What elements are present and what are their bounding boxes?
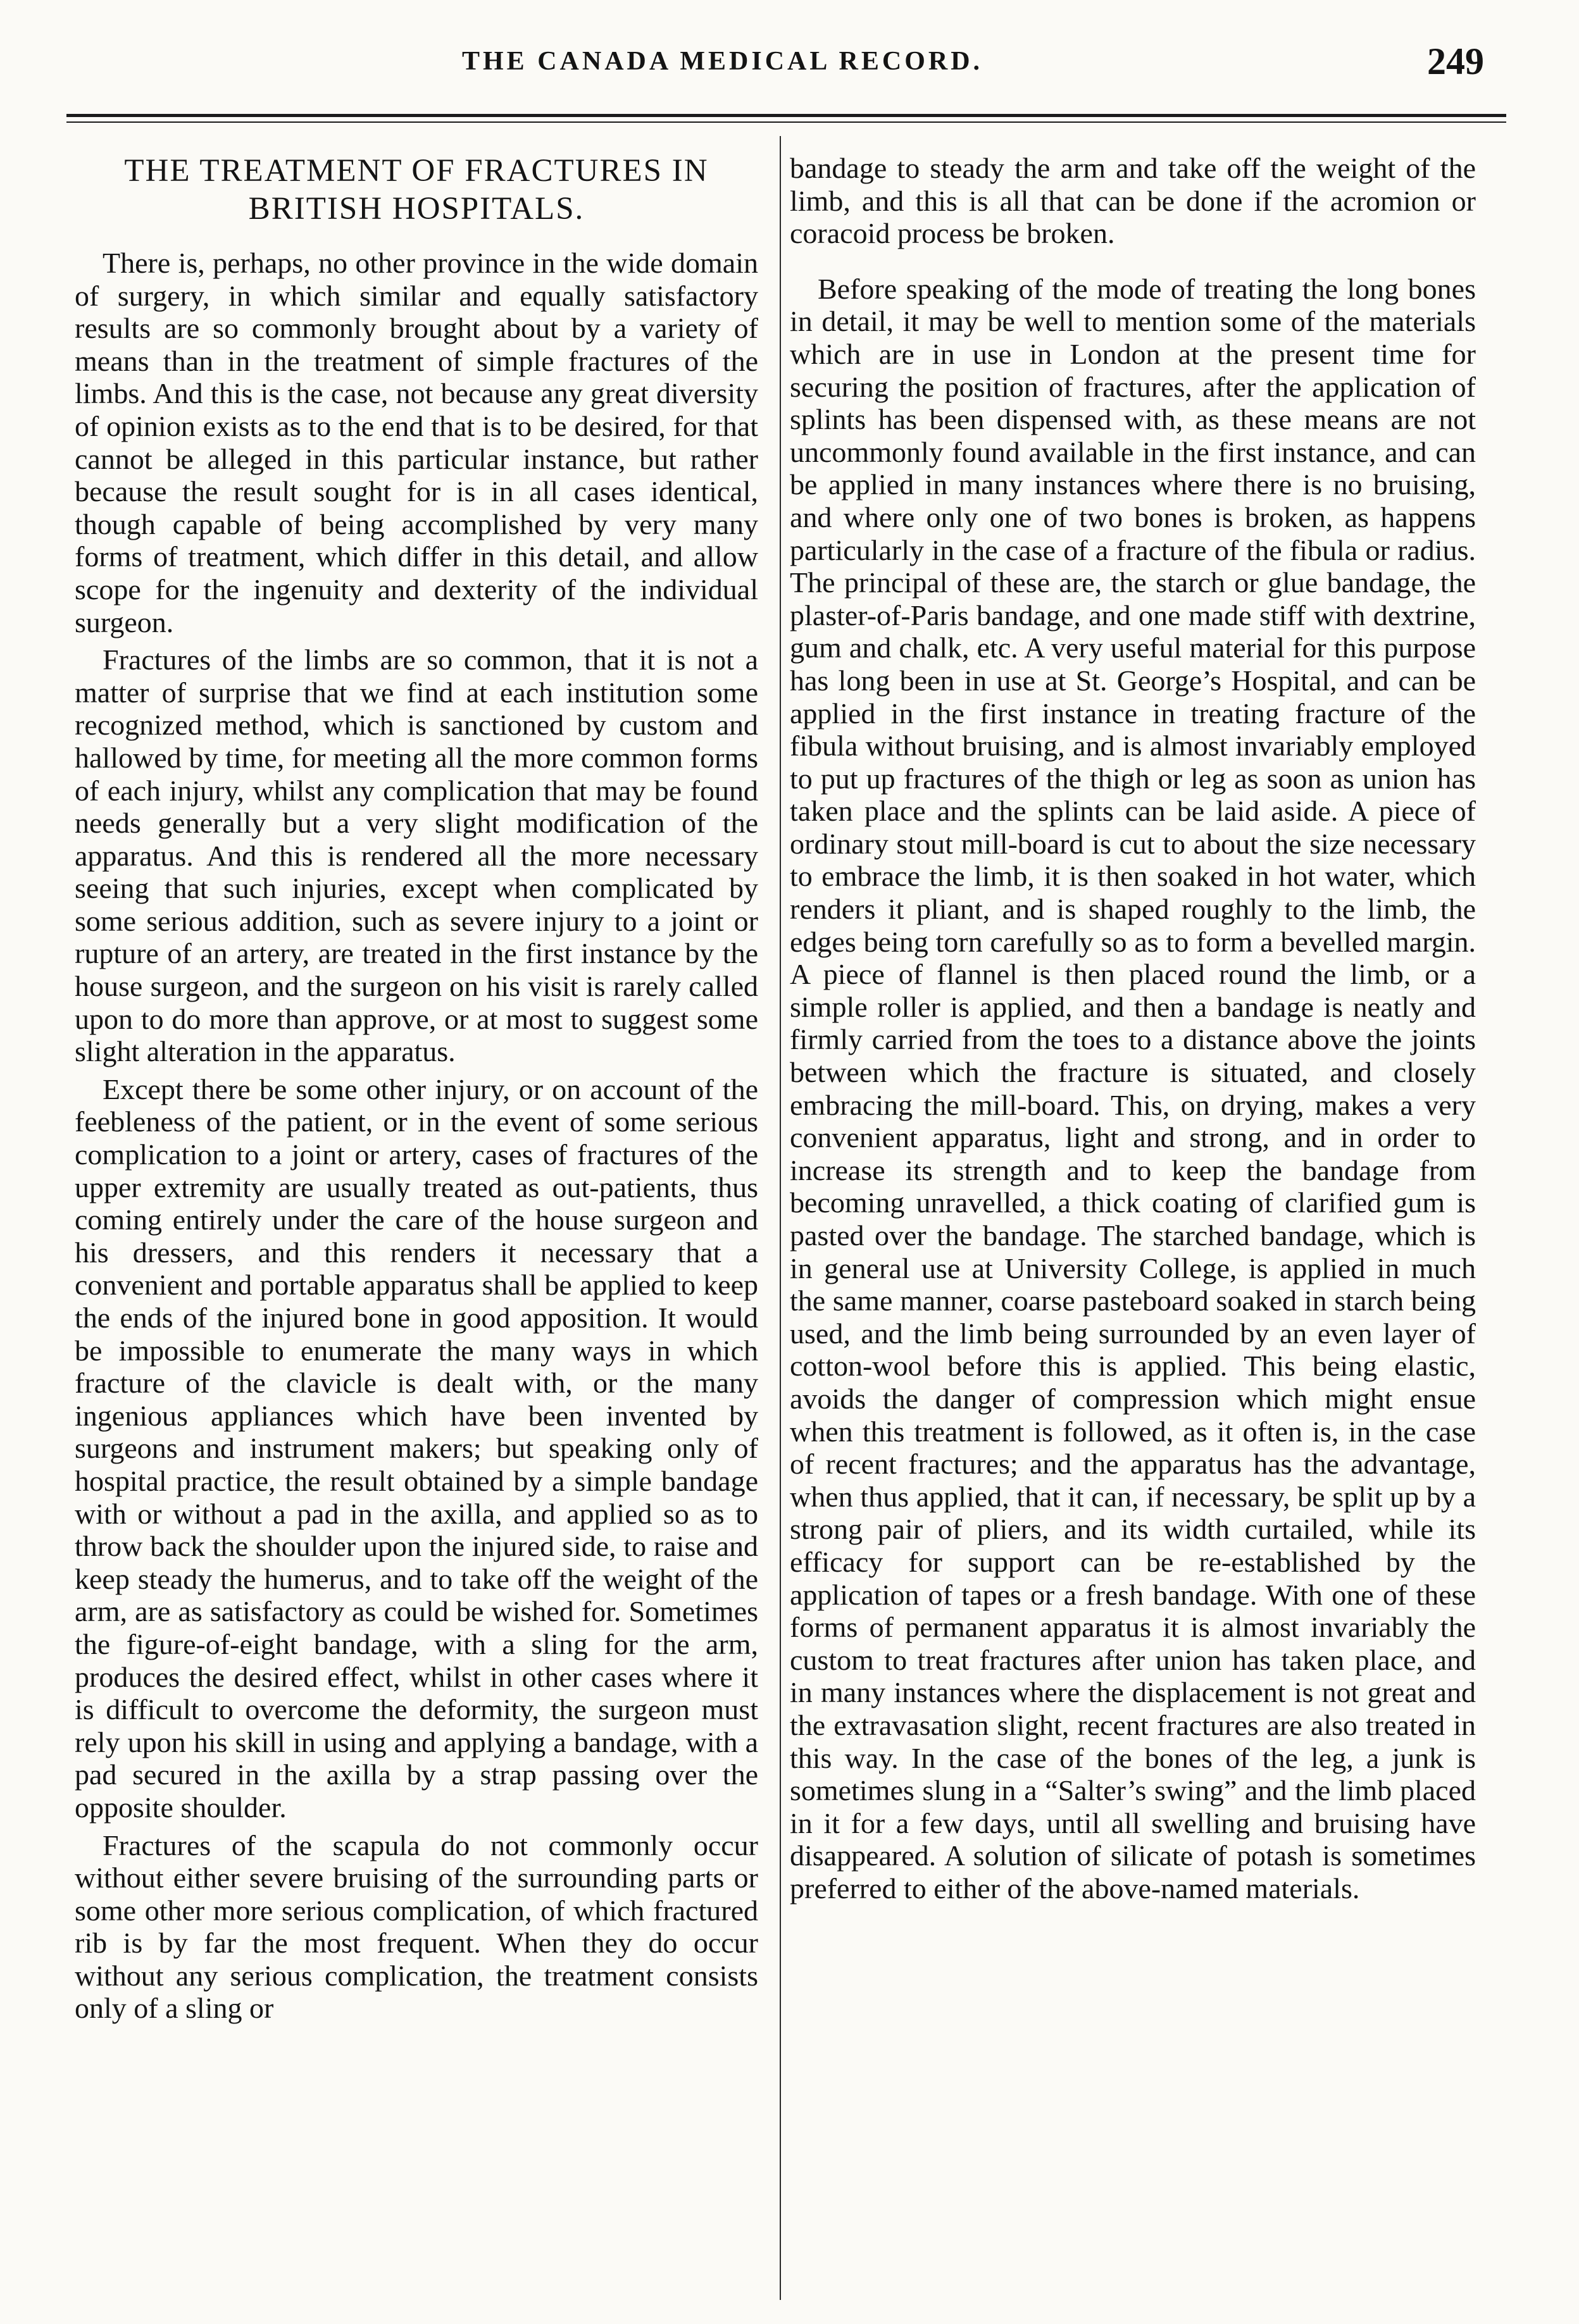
header-rule-thick xyxy=(66,114,1506,117)
paragraph: Before speaking of the mode of treating the long bones in detail, it may be well to mention some of the materials which are in use in London at the present time for securing the position of fractures, after the application of splints has been dispensed with, as these means are not uncommonly found available in the first instance, and can be applied in many instances where there is no bruising, and where only one of two bones is broken, as happens particularly in the case of a fracture of the fibula or radius. The principal of these are, the starch or glue bandage, the plaster-of-Paris bandage, and one made stiff with dextrine, gum and chalk, etc. A very useful material for this purpose has long been in use at St. George’s Hospital, and can be applied in the first instance in treating fracture of the fibula without bruising, and is almost invariably employed to put up fractures of the thigh or leg as soon as union has taken place and the splints can be laid aside. A piece of ordinary stout mill-board is cut to about the size necessary to embrace the limb, it is then soaked in hot water, which renders it pliant, and is shaped roughly to the limb, the edges being torn carefully so as to form a bevelled margin. A piece of flannel is then placed round the limb, or a simple roller is applied, and then a bandage is neatly and firmly carried from the toes to a distance above the joints between which the fracture is situated, and closely embracing the mill-board. This, on drying, makes a very convenient apparatus, light and strong, and in order to increase its strength and to keep the bandage from becoming unravelled, a thick coating of clarified gum is pasted over the bandage. The starched bandage, which is in general use at University College, is applied in much the same manner, coarse pasteboard soaked in starch being used, and the limb being surrounded by an even layer of cotton-wool before this is applied. This being elastic, avoids the danger of compression which might ensue when this treatment is followed, as it often is, in the case of recent fractures; and the apparatus has the advantage, when thus applied, that it can, if necessary, be split up by a strong pair of pliers, and its width curtailed, while its efficacy for support can be re-established by the application of tapes or a fresh bandage. With one of these forms of permanent apparatus it is almost invariably the custom to treat fractures after union has taken place, and in many instances where the displacement is not great and the extravasation slight, recent fractures are also treated in this way. In the case of the bones of the leg, a junk is sometimes slung in a “Salter’s swing” and the limb placed in it for a few days, until all swelling and bruising have disappeared. A solution of silicate of potash is sometimes preferred to either of the above-named materials. xyxy=(790,272,1476,1905)
page-number: 249 xyxy=(1427,40,1484,82)
running-head xyxy=(0,35,1579,85)
paragraph: Fractures of the scapula do not commonly occur without either severe bruising of the surrounding parts or some other more serious complication, of which fractured rib is by far the most frequent. When they do occur without any serious complication, the treatment consists only of a sling or xyxy=(75,1829,758,2025)
column-divider xyxy=(780,136,781,2300)
header-rule-thin xyxy=(66,121,1506,123)
article-title: THE TREATMENT OF FRACTURES IN BRITISH HOSPITALS. xyxy=(124,153,709,227)
journal-title: THE CANADA MEDICAL RECORD. xyxy=(462,47,983,76)
left-column xyxy=(75,152,758,2025)
paragraph: Fractures of the limbs are so common, that it is not a matter of surprise that we find at each institution some recognized method, which is sanctioned by custom and hallowed by time, for meeting all the more common forms of each injury, whilst any complication that may be found needs generally but a very slight modification of the apparatus. And this is rendered all the more necessary seeing that such injuries, except when complicated by some serious addition, such as severe injury to a joint or rupture of an artery, are treated in the first instance by the house surgeon, and the surgeon on his visit is rarely called upon to do more than approve, or at most to suggest some slight alteration in the apparatus. xyxy=(75,643,758,1068)
paragraph: Except there be some other injury, or on account of the feebleness of the patient, or in the event of some serious complication to a joint or artery, cases of fractures of the upper extremity are usually treated as out-patients, thus coming entirely under the care of the house surgeon and his dressers, and this renders it necessary that a convenient and portable apparatus shall be applied to keep the ends of the injured bone in good apposition. It would be impossible to enumerate the many ways in which fracture of the clavicle is dealt with, or the many ingenious appliances which have been invented by surgeons and instrument makers; but speaking only of hospital practice, the result obtained by a simple bandage with or without a pad in the axilla, and applied so as to throw back the shoulder upon the injured side, to raise and keep steady the humerus, and to take off the weight of the arm, are as satisfactory as could be wished for. Sometimes the figure-of-eight bandage, with a sling for the arm, produces the desired effect, whilst in other cases where it is difficult to overcome the deformity, the surgeon must rely upon his skill in using and applying a bandage, with a pad secured in the axilla by a strap passing over the opposite shoulder. xyxy=(75,1072,758,1824)
paragraph-continued: bandage to steady the arm and take off the weight of the limb, and this is all that can be done if the acromion or coracoid process be broken. xyxy=(790,152,1476,250)
paragraph: There is, perhaps, no other province in the wide domain of surgery, in which similar and equally satisfactory results are so commonly brought about by a variety of means than in the treatment of simple fractures of the limbs. And this is the case, not because any great diversity of opinion exists as to the end that is to be desired, for that cannot be alleged in this particular instance, but rather because the result sought for is in all cases identical, though capable of being accomplished by very many forms of treatment, which differ in this detail, and allow scope for the ingenuity and dexterity of the individual surgeon. xyxy=(75,247,758,638)
right-column xyxy=(790,152,1476,1905)
